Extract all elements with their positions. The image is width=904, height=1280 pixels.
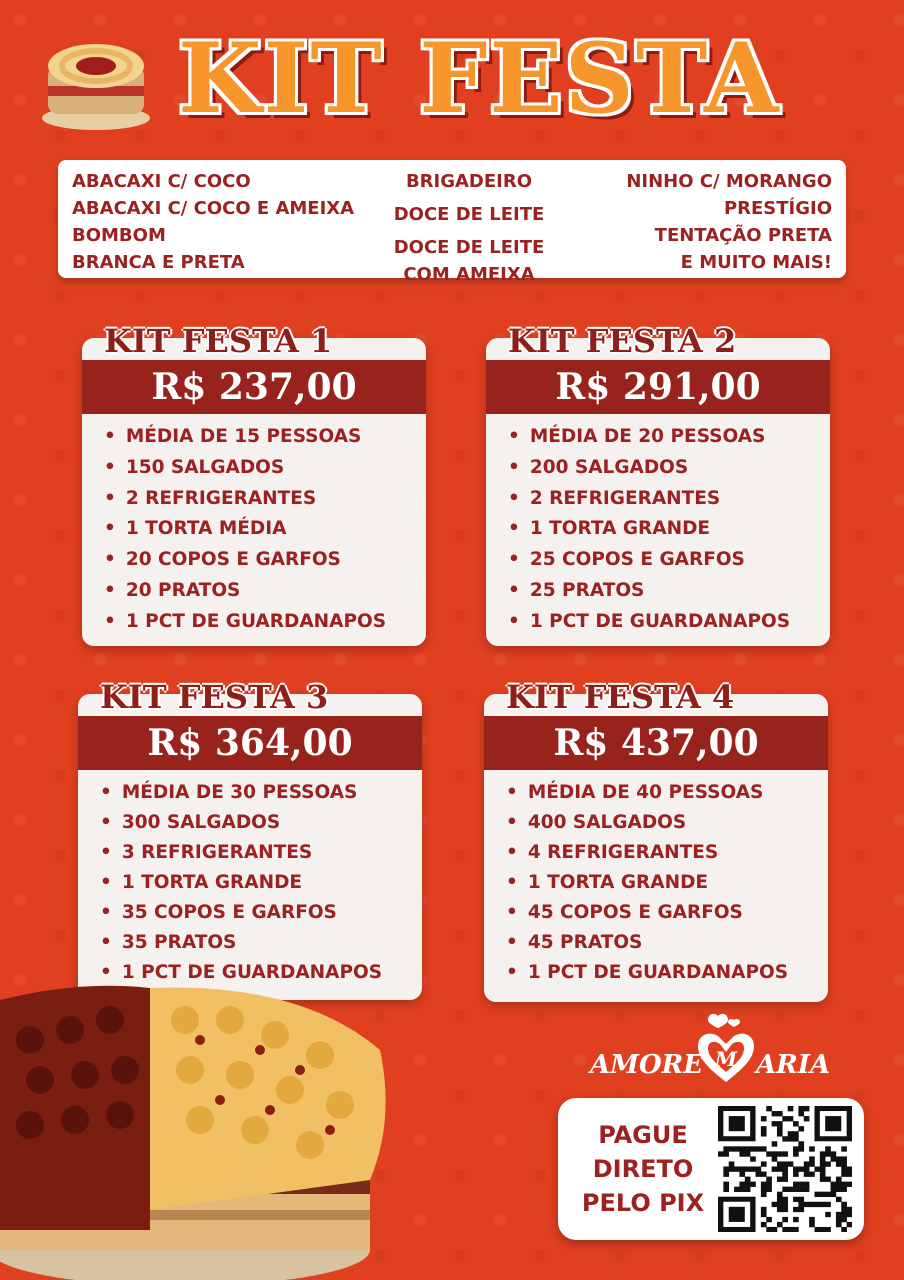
kit-item: • 1 TORTA GRANDE — [100, 868, 382, 898]
kit-items-list — [508, 422, 790, 638]
kit-item: • 25 COPOS E GARFOS — [508, 545, 790, 576]
kit-item: • 25 PRATOS — [508, 576, 790, 607]
kit-item: • 150 SALGADOS — [104, 453, 386, 484]
page-title: KIT FESTA — [178, 22, 781, 135]
flavor-item: DOCE DE LEITE — [393, 204, 545, 225]
logo-letter: M — [714, 1047, 738, 1071]
flavor-item: DOCE DE LEITE COM AMEIXA — [393, 237, 545, 285]
flavors-right-column — [626, 168, 832, 276]
kit-price: R$ 364,00 — [78, 716, 422, 770]
kit-item: • 35 PRATOS — [100, 928, 382, 958]
kit-item: • 2 REFRIGERANTES — [104, 484, 386, 515]
kit-item: • 1 TORTA MÉDIA — [104, 514, 386, 545]
flavors-left-column — [72, 168, 354, 276]
kit-items-list — [104, 422, 386, 638]
flavor-item: BOMBOM — [72, 225, 166, 246]
flavors-panel — [58, 160, 846, 285]
kit-price: R$ 437,00 — [484, 716, 828, 770]
kit-card-4 — [484, 678, 828, 1002]
kit-item: • 1 TORTA GRANDE — [506, 868, 788, 898]
kit-card-2 — [486, 322, 830, 646]
flavor-item: BRANCA E PRETA — [72, 252, 245, 273]
pix-line: PELO PIX — [581, 1189, 705, 1217]
flavor-item: NINHO C/ MORANGO — [626, 171, 832, 192]
flavor-item: TENTAÇÃO PRETA — [654, 225, 832, 246]
kit-name: KIT FESTA 1 — [104, 322, 333, 360]
kit-item: • 200 SALGADOS — [508, 453, 790, 484]
kit-price: R$ 237,00 — [82, 360, 426, 414]
kit-item: • 1 PCT DE GUARDANAPOS — [508, 607, 790, 638]
cake-bottom-image — [0, 980, 390, 1280]
kit-item: • 3 REFRIGERANTES — [100, 838, 382, 868]
kit-item: • 1 PCT DE GUARDANAPOS — [100, 958, 382, 988]
flavor-item: BRIGADEIRO — [405, 171, 533, 192]
kit-name: KIT FESTA 2 — [508, 322, 737, 360]
kit-card-3 — [78, 678, 422, 1000]
kit-item: • 4 REFRIGERANTES — [506, 838, 788, 868]
kit-item: • 300 SALGADOS — [100, 808, 382, 838]
kit-item: • 2 REFRIGERANTES — [508, 484, 790, 515]
kit-name: KIT FESTA 3 — [100, 678, 329, 716]
brand-name-part1: AMORE — [590, 1050, 704, 1080]
kit-item: • 20 PRATOS — [104, 576, 386, 607]
cake-top-image — [40, 32, 152, 132]
kit-item: • 35 COPOS E GARFOS — [100, 898, 382, 928]
qr-code-icon[interactable] — [718, 1106, 852, 1232]
pix-line: PAGUE — [598, 1121, 688, 1149]
kit-item: • MÉDIA DE 40 PESSOAS — [506, 778, 788, 808]
kit-item: • 1 TORTA GRANDE — [508, 514, 790, 545]
kit-item: • MÉDIA DE 15 PESSOAS — [104, 422, 386, 453]
brand-logo — [590, 1012, 836, 1088]
flavor-item: PRESTÍGIO — [723, 198, 832, 219]
kit-item: • 1 PCT DE GUARDANAPOS — [104, 607, 386, 638]
flavor-item: ABACAXI C/ COCO E AMEIXA — [72, 198, 355, 219]
kit-price: R$ 291,00 — [486, 360, 830, 414]
brand-name-part2: ARIA — [756, 1050, 831, 1080]
pix-payment-box — [558, 1098, 864, 1240]
kit-item: • MÉDIA DE 20 PESSOAS — [508, 422, 790, 453]
pix-text — [568, 1118, 718, 1220]
kit-items-list — [100, 778, 382, 988]
kit-item: • 45 COPOS E GARFOS — [506, 898, 788, 928]
flavors-middle-column — [374, 168, 564, 285]
pix-line: DIRETO — [592, 1155, 694, 1183]
kit-item: • 1 PCT DE GUARDANAPOS — [506, 958, 788, 988]
kit-name: KIT FESTA 4 — [506, 678, 735, 716]
flavor-item: E MUITO MAIS! — [680, 252, 832, 273]
kit-item: • 20 COPOS E GARFOS — [104, 545, 386, 576]
kit-card-1 — [82, 322, 426, 646]
flavor-item: ABACAXI C/ COCO — [72, 171, 251, 192]
heart-logo-icon — [696, 1012, 756, 1086]
kit-item: • 400 SALGADOS — [506, 808, 788, 838]
kit-item: • MÉDIA DE 30 PESSOAS — [100, 778, 382, 808]
kit-items-list — [506, 778, 788, 988]
kit-item: • 45 PRATOS — [506, 928, 788, 958]
